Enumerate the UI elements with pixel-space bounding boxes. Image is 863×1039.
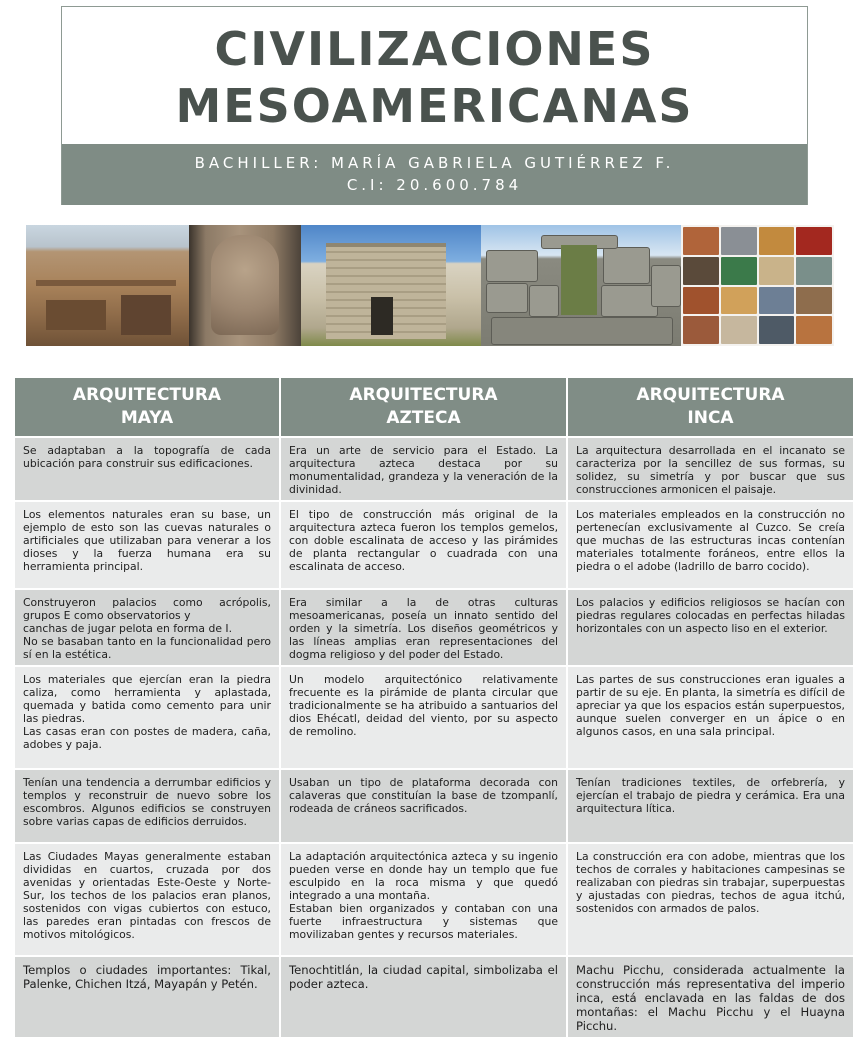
table-row [14,437,854,501]
table-cell: Era un arte de servicio para el Estado. La arquitectura azteca destaca por su monumentalidad, grandeza y la veneración de la divinidad. [280,437,567,501]
table-cell: La construcción era con adobe, mientras que los techos de corrales y habitaciones campesinas se realizaban con piedras sin trabajar, superpuestas y ajustadas con piedras, techos de agua itchú, sostenidos con armados de palos. [567,843,854,956]
column-header-maya: ARQUITECTURA MAYA [14,378,280,437]
table-cell: Machu Picchu, considerada actualmente la construcción más representativa del imperio inca, está enclavada en las faldas de dos montañas: el Machu Picchu y el Huayna Picchu. [567,956,854,1038]
column-header-inca: ARQUITECTURA INCA [567,378,854,437]
table-cell: La adaptación arquitectónica azteca y su ingenio pueden verse en donde hay un templo que fue esculpido en la roca misma y que quedó integrado a una montaña. Estaban bien organizados y contaban con una fuerte infraestructura y sistemas que movilizaban gentes y recursos materiales. [280,843,567,956]
author-band [62,144,807,205]
stone-temple-image [301,225,481,346]
title-line-1: CIVILIZACIONES [214,22,655,76]
table-cell: Tenían tradiciones textiles, de orfebrería, y ejercían el trabajo de piedra y cerámica. Era una arquitectura lítica. [567,769,854,843]
id-number: C.I: 20.600.784 [346,176,523,194]
table-cell: Tenochtitlán, la ciudad capital, simbolizaba el poder azteca. [280,956,567,1038]
table-cell: El tipo de construcción más original de la arquitectura azteca fueron los templos gemelos, con doble escalinata de acceso y las pirámides de planta rectangular o cuadrada con una escalinata de acceso. [280,501,567,589]
table-cell: Las partes de sus construcciones eran iguales a partir de su eje. En planta, la simetría es difícil de apreciar ya que los espacios están superpuestos, aunque suelen converger en un ápice o en algunos casos, en una sala principal. [567,666,854,769]
table-cell: La arquitectura desarrollada en el incanato se caracteriza por la sencillez de sus formas, su solidez, su simetría y por buscar que sus construcciones armonicen el paisaje. [567,437,854,501]
table-row [14,501,854,589]
table-cell: Tenían una tendencia a derrumbar edificios y templos y reconstruir de nuevo sobre los escombros. Algunos edificios se construyen sobre varias capas de edificios derruidos. [14,769,280,843]
architecture-comparison-table [13,378,855,1039]
table-cell: Los palacios y edificios religiosos se hacían con piedras regulares colocadas en perfectas hiladas horizontales con un aspecto liso en el exterior. [567,589,854,666]
table-row [14,956,854,1038]
table-cell: Los materiales empleados en la construcción no pertenecían exclusivamente al Cuzco. Se creía que muchas de las estructuras incas contenían materiales totalmente foráneos, entre ellos la piedra o el adobe (ladrillo de barro cocido). [567,501,854,589]
table-cell: Construyeron palacios como acrópolis, grupos E como observatorios y canchas de jugar pelota en forma de I. No se basaban tanto en la funcionalidad pero sí en la estética. [14,589,280,666]
inca-wall-image [481,225,681,346]
table-cell: Usaban un tipo de plataforma decorada con calaveras que constituían la base de tzompanlí, rodeada de cráneos sacrificados. [280,769,567,843]
author-name: BACHILLER: MARÍA GABRIELA GUTIÉRREZ F. [194,154,675,172]
carved-stela-image [189,225,301,346]
table-row [14,769,854,843]
title-box [61,6,808,205]
table-cell: Un modelo arquitectónico relativamente frecuente es la pirámide de planta circular que tradicionalmente se ha atribuido a santuarios del dios Ehécatl, deidad del viento, por su aspecto de remolino. [280,666,567,769]
table-row [14,589,854,666]
table-cell: Los elementos naturales eran su base, un ejemplo de esto son las cuevas naturales o artificiales que utilizaban para venerar a los dioses y la fuerza humana era su herramienta principal. [14,501,280,589]
artifact-collage-image [681,225,834,346]
table-cell: Los materiales que ejercían eran la piedra caliza, como herramienta y aplastada, quemada y batida como cemento para unir las piedras. Las casas eran con postes de madera, caña, adobes y paja. [14,666,280,769]
adobe-ruins-image [26,225,189,346]
column-header-azteca: ARQUITECTURA AZTECA [280,378,567,437]
table-row [14,843,854,956]
table-cell: Las Ciudades Mayas generalmente estaban divididas en cuartos, cruzada por dos avenidas y orientadas Este-Oeste y Norte-Sur, los techos de los palacios eran planos, sostenidos con vigas cubiertos con estuco, las paredes eran pintadas con frescos de motivos mitológicos. [14,843,280,956]
table-cell: Templos o ciudades importantes: Tikal, Palenke, Chichen Itzá, Mayapán y Petén. [14,956,280,1038]
title-line-2: MESOAMERICANAS [175,79,694,133]
table-cell: Era similar a la de otras culturas mesoamericanas, poseía un innato sentido del orden y la simetría. Los diseños geométricos y las líneas amplias eran representaciones del dogma religioso y del poder del Estado. [280,589,567,666]
table-cell: Se adaptaban a la topografía de cada ubicación para construir sus edificaciones. [14,437,280,501]
page-title [62,21,807,135]
table-row [14,666,854,769]
image-strip [26,225,834,346]
